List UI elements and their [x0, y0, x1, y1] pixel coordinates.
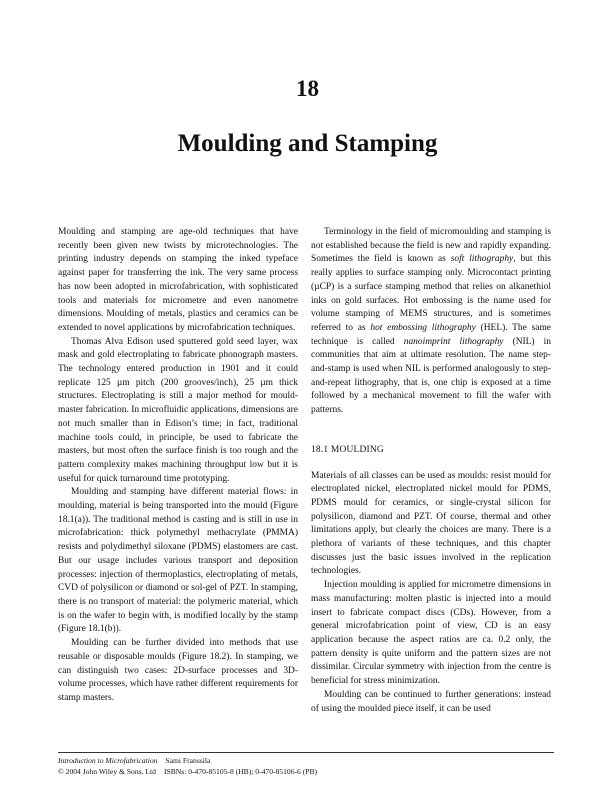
- chapter-number: 18: [296, 76, 319, 101]
- copyright: © 2004 John Wiley & Sons, Ltd: [58, 766, 156, 776]
- paragraph: Moulding can be further divided into methods that use reusable or disposable moulds (Figure 18.2). In stamping, we can distinguish two cases: 2D-surface processes and 3D-volume processes, which have rather different requirements for stamp masters.: [58, 638, 298, 703]
- footer-line-1: [58, 756, 554, 767]
- section-heading: 18.1 MOULDING: [311, 444, 384, 455]
- text-run: , but this really applies to surface stamping only. Microcontact printing (µCP) is a surface stamping method that relies on alkanethiol inks on gold surfaces. Hot embossing is the name used for volume stamping of MEMS structures, and is sometimes referred to as: [311, 254, 551, 333]
- left-column: [58, 226, 298, 706]
- footer: [58, 756, 554, 777]
- text-run: Terminology in the field of micromoulding and stamping is not established because the field is new and rapidly expanding. Sometimes the field is known as: [311, 227, 551, 265]
- paragraph: Moulding can be continued to further generations: instead of using the moulded piece itself, it can be used: [311, 689, 551, 714]
- paragraph: Materials of all classes can be used as moulds: resist mould for electroplated nickel, electroplated nickel mould for PDMS, PDMS mould for ceramics, or single-crystal silicon for polysilicon, diamond and PZT. Of course, thermal and other limitations apply, but clearly the choices are many. There is a plethora of variants of these techniques, and this chapter discusses just the basic issues involved in the replication technologies.: [311, 470, 551, 577]
- right-column: [311, 226, 551, 716]
- paragraph: Moulding and stamping have different material flows: in moulding, material is being transported into the mould (Figure 18.1(a)). The traditional method is casting and is still in use in microfabrication: thick polymethyl methacrylate (PMMA) resists and polydimethyl siloxane (PDMS) elastomers are cast. But our usage includes various transport and deposition processes: injection of thermoplastics, electroplating of metals, CVD of polysilicon or diamond or sol-gel of PZT. In stamping, there is no transport of material: the polymeric material, which is on the wafer to begin with, is modified locally by the stamp (Figure 18.1(b)).: [58, 487, 298, 635]
- footer-line-2: [58, 767, 554, 778]
- term-hot-embossing-lithography: hot embossing lithography: [370, 322, 476, 333]
- term-soft-lithography: soft lithography: [450, 254, 514, 265]
- paragraph: Moulding and stamping are age-old techniques that have recently been given new twists by microtechnologies. The printing industry depends on stamping the inked typeface against paper for transferring the ink. The very same process has now been adopted in microfabrication, with sophisticated tools and materials for micrometre and even nanometre dimensions. Moulding of metals, plastics and ceramics can be extended to novel applications by microfabrication techniques.: [58, 227, 298, 333]
- paragraph: [311, 226, 551, 418]
- book-title: Introduction to Microfabrication: [58, 756, 158, 765]
- author: Sami Franssila: [165, 756, 211, 765]
- text-run: (HEL). The same technique is called: [311, 322, 551, 347]
- isbn: ISBNs: 0-470-85105-8 (HB); 0-470-85106-6 (PB): [163, 766, 318, 776]
- footer-divider: [58, 752, 554, 753]
- text-run: (NIL) in communities that aim at ultimate resolution. The name step-and-stamp is used when NIL is performed analogously to step-and-repeat lithography, that is, one chip is exposed at a time followed by a mechanical movement to fill the wafer with patterns.: [311, 336, 551, 416]
- chapter-title: Moulding and Stamping: [177, 130, 438, 157]
- term-nanoimprint-lithography: nanoimprint lithography: [403, 336, 504, 347]
- paragraph: Thomas Alva Edison used sputtered gold seed layer, wax mask and gold electroplating to fabricate phonograph masters. The technology entered production in 1901 and it could replicate 125 µm pitch (200 grooves/inch), 25 µm thick structures. Electroplating is still a major method for mould-master fabrication. In microfluidic applications, dimensions are not much smaller than in Edison’s time; in fact, traditional machine tools could, in principle, be used to fabricate the masters, but most often the surface finish is too rough and the pattern complexity makes machining throughput low but it is useful for quick turnaround time prototyping.: [58, 336, 298, 484]
- paragraph: Injection moulding is applied for micrometre dimensions in mass manufacturing: molten plastic is injected into a mould insert to fabricate compact discs (CDs). However, from a general microfabrication point of view, CD is an easy application because the aspect ratios are ca. 0.2 only, the pattern density is quite uniform and the pattern sizes are not dissimilar. Circular symmetry with injection from the centre is beneficial for stress minimization.: [311, 580, 551, 687]
